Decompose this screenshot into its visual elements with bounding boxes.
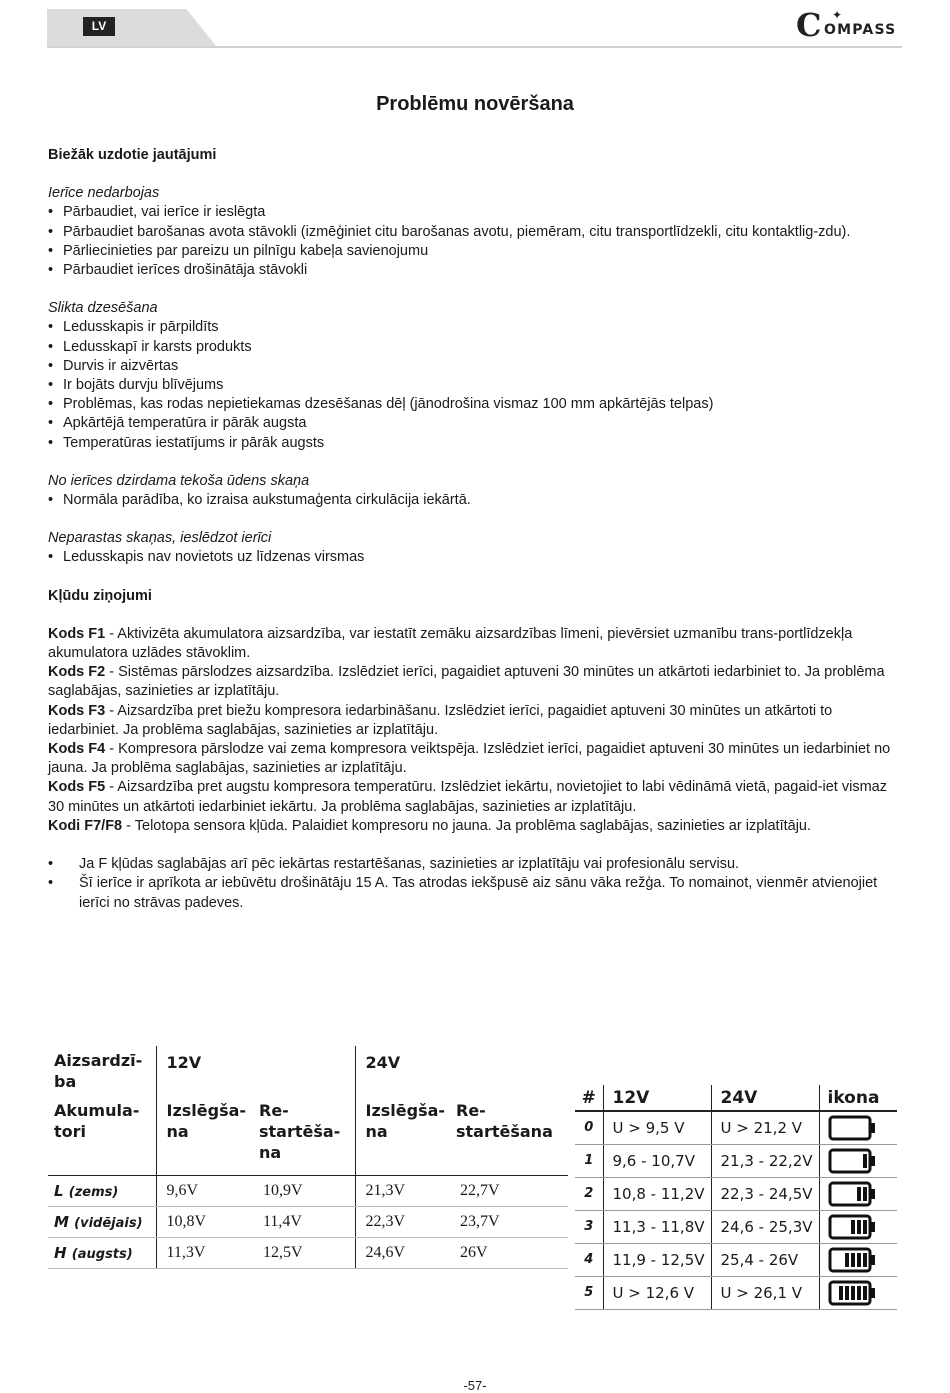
language-badge: LV — [83, 17, 115, 36]
error-code-label: Kods F2 — [48, 664, 106, 681]
battery-icon-cell — [819, 1276, 897, 1309]
battery-bar — [857, 1220, 861, 1234]
faq-item-text: Ledusskapis ir pārpildīts — [63, 319, 219, 336]
error-code-text: - Aizsardzība pret biežu kompresora iedarbināšanu. Izslēdziet ierīci, pagaidiet aptuveni 30 minūtes un atkārtoti to iedarbiniet. Ja problēma saglabājas, sazinieties ar izplatītāju. — [48, 702, 833, 738]
bullet: • — [48, 492, 54, 509]
faq-item-text: Normāla parādība, ko izraisa aukstumaģenta cirkulācija iekārtā. — [63, 492, 471, 509]
faq-item-text: Apkārtējā temperatūra ir pārāk augsta — [63, 415, 307, 432]
error-code-text: - Aizsardzība pret augstu kompresora temperatūru. Izslēdziet iekārtu, novietojiet to labi vēdināmā vietā, pagaid-iet vismaz 30 minūtes un atkārtoti iedarbiniet iekārtu. Ja problēma saglabājas, sazinieties ar izplatītāju. — [48, 779, 887, 815]
note-text: Ja F kļūdas saglabājas arī pēc iekārtas restartēšanas, sazinieties ar izplatītāju vai profesionālu servisu. — [79, 856, 740, 873]
protection-row — [48, 1176, 568, 1207]
header-band — [47, 9, 217, 47]
battery-bar — [863, 1187, 867, 1201]
faq-list-item — [48, 223, 903, 242]
bullet: • — [48, 262, 54, 279]
faq-item-text: Pārbaudiet barošanas avota stāvokli (izmēģiniet citu barošanas avotu, piemēram, citu transportlīdzekli, citu kontaktlig-zdu). — [63, 223, 851, 240]
battery-range-12v: U > 9,5 V — [603, 1111, 711, 1144]
faq-item-text: Durvis ir aizvērtas — [63, 357, 179, 374]
faq-item-text: Pārbaudiet ierīces drošinātāja stāvokli — [63, 262, 308, 279]
col-header-12v: 12V — [603, 1085, 711, 1111]
battery-row — [575, 1276, 897, 1309]
battery-index: 0 — [575, 1111, 603, 1144]
faq-list-item — [48, 242, 903, 261]
col-header-index: # — [575, 1085, 603, 1111]
faq-heading: Biežāk uzdotie jautājumi — [48, 147, 217, 163]
voltage-cell: 23,7V — [450, 1207, 568, 1238]
col-header-off-24v: Izslēgša-na — [355, 1092, 450, 1176]
voltage-cell: 21,3V — [355, 1176, 450, 1207]
voltage-cell: 22,3V — [355, 1207, 450, 1238]
faq-item-text: Problēmas, kas rodas nepietiekamas dzesēšanas dēļ (jānodrošina vismaz 100 mm apkārtējās telpas) — [63, 396, 714, 413]
bullet: • — [48, 434, 54, 451]
col-header-off-12v: Izslēgša-na — [156, 1092, 253, 1176]
faq-list-item — [48, 491, 903, 510]
battery-index: 1 — [575, 1144, 603, 1177]
faq-group-title: Ierīce nedarbojas — [48, 185, 160, 202]
battery-range-12v: 11,3 - 11,8V — [603, 1210, 711, 1243]
battery-range-24v: 22,3 - 24,5V — [711, 1177, 819, 1210]
col-header-icon: ikona — [819, 1085, 897, 1111]
battery-range-12v: 9,6 - 10,7V — [603, 1144, 711, 1177]
battery-icon-cell — [819, 1210, 897, 1243]
battery-row — [575, 1177, 897, 1210]
header-rule — [47, 46, 902, 48]
compass-logo — [796, 8, 904, 42]
error-notes — [48, 855, 903, 913]
error-code-entry — [48, 740, 903, 778]
error-code-entry — [48, 663, 903, 701]
battery-level-icon — [828, 1115, 878, 1141]
level-name: (augsts) — [71, 1247, 133, 1262]
page-number: -57- — [463, 1378, 487, 1393]
faq-item-text: Pārliecinieties par pareizu un pilnīgu kabeļa savienojumu — [63, 242, 429, 259]
battery-range-12v: U > 12,6 V — [603, 1276, 711, 1309]
bullet: • — [48, 377, 54, 394]
voltage-cell: 10,9V — [253, 1176, 355, 1207]
battery-bar — [851, 1220, 855, 1234]
battery-index: 3 — [575, 1210, 603, 1243]
battery-bar — [857, 1187, 861, 1201]
error-code-entry — [48, 817, 903, 836]
faq-item-text: Ir bojāts durvju blīvējums — [63, 377, 224, 394]
battery-bar — [851, 1286, 855, 1300]
faq-list-item — [48, 434, 903, 453]
battery-range-24v: 21,3 - 22,2V — [711, 1144, 819, 1177]
battery-index: 2 — [575, 1177, 603, 1210]
battery-range-24v: U > 26,1 V — [711, 1276, 819, 1309]
voltage-cell: 9,6V — [156, 1176, 253, 1207]
battery-level-icon — [828, 1280, 878, 1306]
battery-row — [575, 1144, 897, 1177]
voltage-cell: 11,4V — [253, 1207, 355, 1238]
error-code-label: Kods F1 — [48, 625, 106, 642]
voltage-cell: 24,6V — [355, 1238, 450, 1269]
battery-index: 4 — [575, 1243, 603, 1276]
error-code-text: - Sistēmas pārslodzes aizsardzība. Izslēdziet ierīci, pagaidiet aptuveni 30 minūtes un atkārtoti iedarbiniet to. Ja problēma saglabājas, sazinieties ar izplatītāju. — [48, 664, 885, 700]
note-text: Šī ierīce ir aprīkota ar iebūvētu drošinātāju 15 A. Tas atrodas iekšpusē aiz sānu vāka režģa. To nomainot, vienmēr atvienojiet ierīci no strāvas padeves. — [79, 875, 878, 911]
battery-bar — [863, 1286, 867, 1300]
level-letter: L — [54, 1182, 64, 1200]
faq-group-title: No ierīces dzirdama tekoša ūdens skaņa — [48, 472, 310, 489]
battery-range-24v: 24,6 - 25,3V — [711, 1210, 819, 1243]
faq-list-item — [48, 261, 903, 280]
bullet: • — [48, 549, 54, 566]
faq-list-item — [48, 357, 903, 376]
bullet: • — [48, 856, 54, 873]
document-body — [48, 146, 903, 913]
level-name: (zems) — [68, 1185, 119, 1200]
battery-bar — [845, 1253, 849, 1267]
faq-list-item — [48, 548, 903, 567]
battery-level-icon — [828, 1214, 878, 1240]
error-code-entry — [48, 778, 903, 816]
bullet: • — [48, 396, 54, 413]
battery-level-icon — [828, 1148, 878, 1174]
protection-level-label — [48, 1176, 156, 1207]
battery-level-table — [575, 1085, 897, 1310]
battery-bar — [845, 1286, 849, 1300]
faq-item-text: Ledusskapis nav novietots uz līdzenas virsmas — [63, 549, 365, 566]
protection-level-label — [48, 1238, 156, 1269]
faq-list-item — [48, 376, 903, 395]
logo-text: OMPASS — [824, 22, 897, 38]
battery-row — [575, 1210, 897, 1243]
error-code-text: - Telotopa sensora kļūda. Palaidiet kompresoru no jauna. Ja problēma saglabājas, sazinieties ar izplatītāju. — [122, 817, 812, 834]
protection-row — [48, 1207, 568, 1238]
battery-bar — [863, 1220, 867, 1234]
battery-range-12v: 10,8 - 11,2V — [603, 1177, 711, 1210]
battery-icon-cell — [819, 1177, 897, 1210]
battery-level-icon — [828, 1247, 878, 1273]
error-code-label: Kods F3 — [48, 702, 106, 719]
level-name: (vidējais) — [74, 1216, 143, 1231]
faq-item-text: Ledusskapī ir karsts produkts — [63, 338, 252, 355]
battery-row — [575, 1111, 897, 1144]
battery-range-12v: 11,9 - 12,5V — [603, 1243, 711, 1276]
corner-header-bottom: Akumula-tori — [48, 1092, 156, 1176]
note-item — [48, 855, 903, 874]
faq-list-item — [48, 395, 903, 414]
col-header-24v: 24V — [711, 1085, 819, 1111]
battery-bar — [863, 1154, 867, 1168]
bullet: • — [48, 319, 54, 336]
logo-initial: C — [796, 6, 822, 44]
battery-index: 5 — [575, 1276, 603, 1309]
battery-bar — [863, 1253, 867, 1267]
error-code-text: - Aktivizēta akumulatora aizsardzība, var iestatīt zemāku aizsardzības līmeni, pievērsiet uzmanību trans-portlīdzekļa akumulatora uzlādes stāvoklim. — [48, 625, 853, 662]
protection-table — [48, 1046, 568, 1269]
battery-row — [575, 1243, 897, 1276]
error-code-entry — [48, 625, 903, 663]
faq-item-text: Temperatūras iestatījums ir pārāk augsts — [63, 434, 325, 451]
faq-group-title: Slikta dzesēšana — [48, 300, 158, 317]
faq-list-item — [48, 338, 903, 357]
bullet: • — [48, 223, 54, 240]
voltage-cell: 26V — [450, 1238, 568, 1269]
voltage-cell: 10,8V — [156, 1207, 253, 1238]
protection-level-label — [48, 1207, 156, 1238]
error-code-label: Kods F5 — [48, 779, 106, 796]
voltage-cell: 12,5V — [253, 1238, 355, 1269]
bullet: • — [48, 415, 54, 432]
errors-heading: Kļūdu ziņojumi — [48, 587, 152, 604]
battery-bar — [851, 1253, 855, 1267]
compass-star-icon: ✦ — [832, 8, 843, 22]
voltage-cell: 11,3V — [156, 1238, 253, 1269]
error-code-entry — [48, 702, 903, 740]
battery-bar — [839, 1286, 843, 1300]
battery-icon-cell — [819, 1243, 897, 1276]
bullet: • — [48, 875, 54, 892]
battery-range-24v: 25,4 - 26V — [711, 1243, 819, 1276]
page-title: Problēmu novēršana — [376, 93, 574, 115]
protection-row — [48, 1238, 568, 1269]
battery-bar — [857, 1253, 861, 1267]
faq-item-text: Pārbaudiet, vai ierīce ir ieslēgta — [63, 204, 266, 221]
faq-list-item — [48, 203, 903, 222]
faq-list-item — [48, 318, 903, 337]
error-code-label: Kods F4 — [48, 741, 106, 758]
corner-header-top: Aizsardzī-ba — [54, 1051, 143, 1091]
level-letter: H — [54, 1244, 67, 1262]
voltage-cell: 22,7V — [450, 1176, 568, 1207]
note-item — [48, 874, 903, 912]
battery-range-24v: U > 21,2 V — [711, 1111, 819, 1144]
bullet: • — [48, 242, 54, 259]
level-letter: M — [54, 1213, 69, 1231]
col-header-restart-24v: Re-startēšana — [450, 1092, 568, 1176]
battery-icon-cell — [819, 1111, 897, 1144]
faq-group-title: Neparastas skaņas, ieslēdzot ierīci — [48, 530, 272, 547]
error-code-text: - Kompresora pārslodze vai zema kompresora veiktspēja. Izslēdziet ierīci, pagaidiet aptuveni 30 minūtes un iedarbiniet no jauna. Ja problēma saglabājas, sazinieties ar izplatītāju. — [48, 741, 891, 777]
group-24v-header: 24V — [355, 1046, 568, 1092]
battery-level-icon — [828, 1181, 878, 1207]
error-codes — [48, 625, 903, 836]
faq-list-item — [48, 414, 903, 433]
group-12v-header: 12V — [156, 1046, 355, 1092]
faq-groups — [48, 184, 903, 567]
bullet: • — [48, 204, 54, 221]
battery-icon-cell — [819, 1144, 897, 1177]
col-header-restart-12v: Re-startēša-na — [253, 1092, 355, 1176]
battery-bar — [857, 1286, 861, 1300]
error-code-label: Kodi F7/F8 — [48, 817, 123, 834]
bullet: • — [48, 338, 54, 355]
bullet: • — [48, 357, 54, 374]
